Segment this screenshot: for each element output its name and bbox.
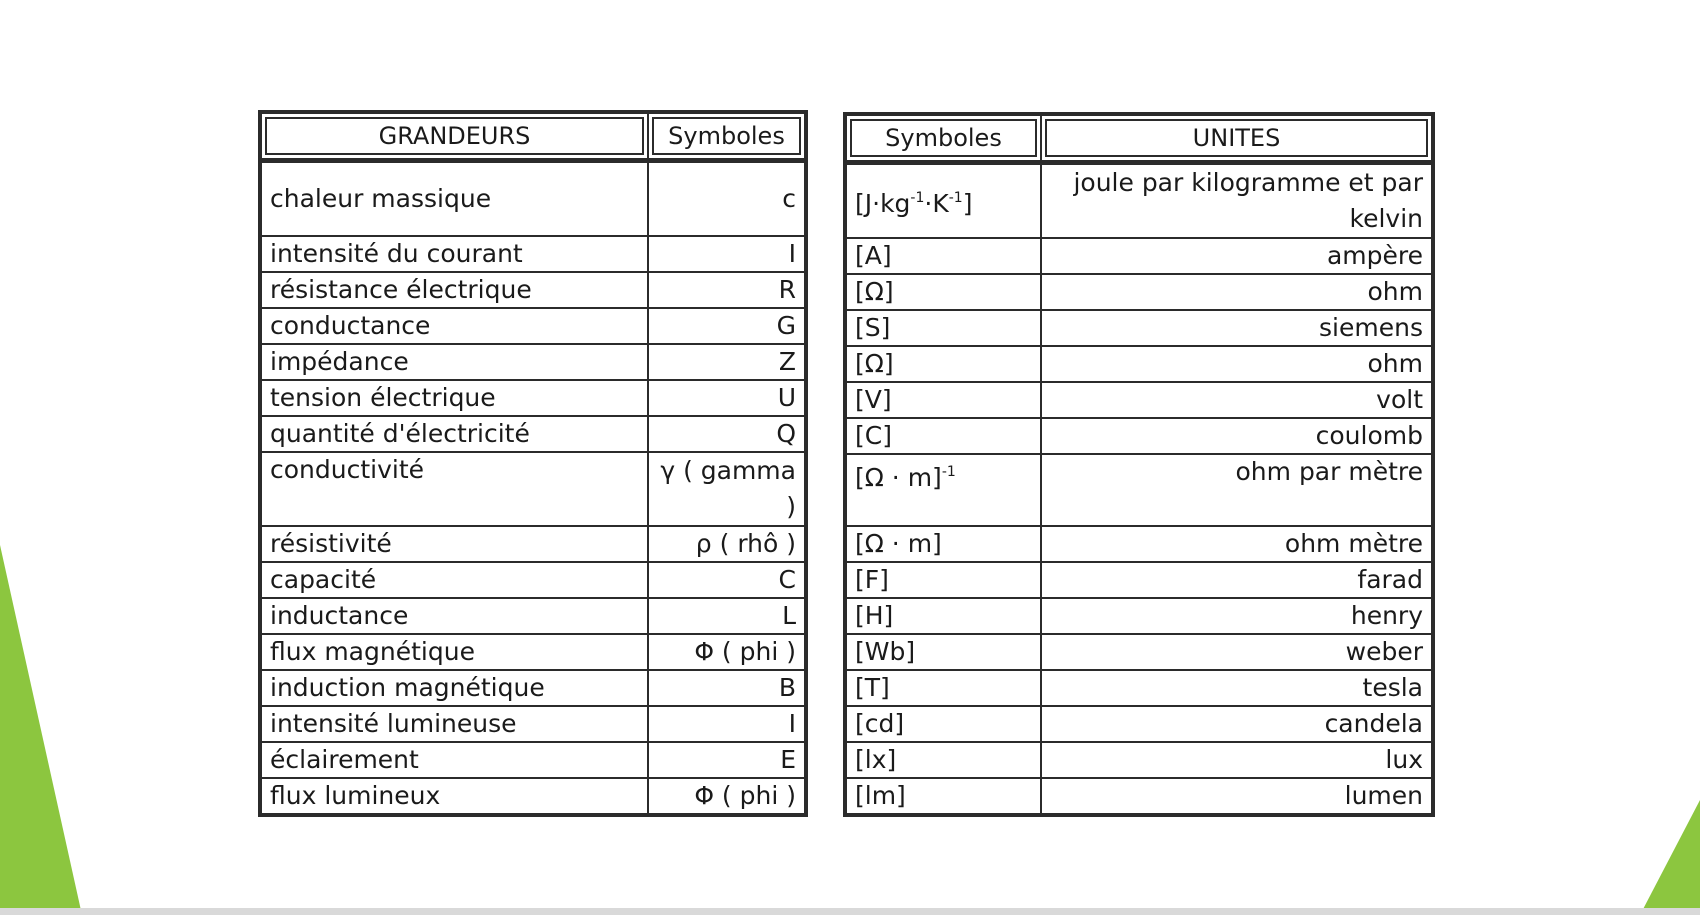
- symbol-text: ·K: [924, 189, 949, 218]
- unit-line: joule par kilogramme et par: [1073, 168, 1423, 197]
- grandeur-name: éclairement: [260, 742, 648, 778]
- grandeur-name: conductance: [260, 308, 648, 344]
- unit-symbol: [lm]: [845, 778, 1041, 815]
- superscript: -1: [948, 190, 963, 206]
- header-symboles: Symboles: [648, 112, 806, 161]
- table-row: [845, 742, 1433, 778]
- grandeur-symbol: L: [648, 598, 806, 634]
- grandeur-name: impédance: [260, 344, 648, 380]
- header-symboles: Symboles: [845, 114, 1041, 163]
- grandeur-symbol: G: [648, 308, 806, 344]
- unit-name: lumen: [1041, 778, 1433, 815]
- unit-symbol: [845, 454, 1041, 526]
- unit-symbol: [Wb]: [845, 634, 1041, 670]
- table-row: [845, 706, 1433, 742]
- grandeurs-table: [258, 110, 808, 817]
- unit-symbol: [C]: [845, 418, 1041, 454]
- unit-name: henry: [1041, 598, 1433, 634]
- unit-symbol: [F]: [845, 562, 1041, 598]
- grandeur-name: flux magnétique: [260, 634, 648, 670]
- grandeur-symbol: I: [648, 236, 806, 272]
- unit-symbol: [Ω]: [845, 274, 1041, 310]
- superscript: -1: [910, 190, 925, 206]
- table-row: [845, 778, 1433, 815]
- table-row: [260, 416, 806, 452]
- unit-name: candela: [1041, 706, 1433, 742]
- unit-symbol: [Ω · m]: [845, 526, 1041, 562]
- table-row: [260, 706, 806, 742]
- grandeur-name: flux lumineux: [260, 778, 648, 815]
- symbol-text: [Ω · m]: [855, 463, 942, 492]
- table-row: [260, 161, 806, 237]
- table-row: [845, 310, 1433, 346]
- grandeur-symbol: Q: [648, 416, 806, 452]
- unit-name: siemens: [1041, 310, 1433, 346]
- table-row: [260, 308, 806, 344]
- unit-name: volt: [1041, 382, 1433, 418]
- grandeur-symbol: Φ ( phi ): [648, 778, 806, 815]
- table-row: [845, 454, 1433, 526]
- grandeur-symbol: R: [648, 272, 806, 308]
- grandeur-name: quantité d'électricité: [260, 416, 648, 452]
- unit-name: ohm: [1041, 274, 1433, 310]
- table-row: [260, 526, 806, 562]
- unit-name: ohm par mètre: [1041, 454, 1433, 526]
- table-row: [845, 562, 1433, 598]
- symbol-text: [J·kg: [855, 189, 911, 218]
- bottom-bar: [0, 908, 1700, 915]
- unit-name: farad: [1041, 562, 1433, 598]
- unites-table: [843, 112, 1435, 817]
- table-row: [260, 634, 806, 670]
- unit-symbol: [845, 163, 1041, 239]
- unit-symbol: [H]: [845, 598, 1041, 634]
- table-row: [845, 598, 1433, 634]
- unit-name: [1041, 163, 1433, 239]
- header-row: [845, 114, 1433, 163]
- grandeur-symbol: c: [648, 161, 806, 237]
- table-row: [260, 452, 806, 526]
- grandeur-name: résistivité: [260, 526, 648, 562]
- symbol-line: ): [786, 492, 796, 521]
- unit-name: lux: [1041, 742, 1433, 778]
- unit-name: ohm mètre: [1041, 526, 1433, 562]
- superscript: -1: [941, 464, 956, 480]
- symbol-line: γ ( gamma: [660, 456, 796, 485]
- grandeur-name: tension électrique: [260, 380, 648, 416]
- unit-symbol: [V]: [845, 382, 1041, 418]
- grandeur-symbol: B: [648, 670, 806, 706]
- table-row: [845, 634, 1433, 670]
- table-row: [260, 562, 806, 598]
- grandeur-symbol: I: [648, 706, 806, 742]
- grandeur-name: conductivité: [260, 452, 648, 526]
- grandeur-name: capacité: [260, 562, 648, 598]
- unit-name: ohm: [1041, 346, 1433, 382]
- table-row: [260, 742, 806, 778]
- unit-name: coulomb: [1041, 418, 1433, 454]
- header-unites: UNITES: [1041, 114, 1433, 163]
- table-row: [260, 272, 806, 308]
- grandeur-name: intensité du courant: [260, 236, 648, 272]
- table-row: [845, 382, 1433, 418]
- unit-name: ampère: [1041, 238, 1433, 274]
- table-row: [260, 598, 806, 634]
- unit-symbol: [A]: [845, 238, 1041, 274]
- table-row: [845, 418, 1433, 454]
- grandeur-symbol: [648, 452, 806, 526]
- table-row: [845, 238, 1433, 274]
- table-row: [260, 236, 806, 272]
- grandeur-name: résistance électrique: [260, 272, 648, 308]
- grandeur-name: intensité lumineuse: [260, 706, 648, 742]
- grandeur-name: induction magnétique: [260, 670, 648, 706]
- grandeur-symbol: Z: [648, 344, 806, 380]
- table-row: [845, 526, 1433, 562]
- table-row: [260, 380, 806, 416]
- unit-line: kelvin: [1349, 204, 1423, 233]
- table-row: [260, 778, 806, 815]
- unit-symbol: [Ω]: [845, 346, 1041, 382]
- table-row: [845, 346, 1433, 382]
- grandeur-symbol: Φ ( phi ): [648, 634, 806, 670]
- unit-symbol: [T]: [845, 670, 1041, 706]
- unit-name: weber: [1041, 634, 1433, 670]
- grandeur-symbol: U: [648, 380, 806, 416]
- table-row: [260, 344, 806, 380]
- table-row: [260, 670, 806, 706]
- grandeur-name: inductance: [260, 598, 648, 634]
- grandeur-symbol: ρ ( rhô ): [648, 526, 806, 562]
- table-row: [845, 163, 1433, 239]
- unit-name: tesla: [1041, 670, 1433, 706]
- symbol-text: ]: [962, 189, 973, 218]
- grandeur-name: chaleur massique: [260, 161, 648, 237]
- unit-symbol: [S]: [845, 310, 1041, 346]
- header-grandeurs: GRANDEURS: [260, 112, 648, 161]
- table-row: [845, 274, 1433, 310]
- unit-symbol: [cd]: [845, 706, 1041, 742]
- grandeur-symbol: E: [648, 742, 806, 778]
- unit-symbol: [lx]: [845, 742, 1041, 778]
- grandeur-symbol: C: [648, 562, 806, 598]
- header-row: [260, 112, 806, 161]
- table-row: [845, 670, 1433, 706]
